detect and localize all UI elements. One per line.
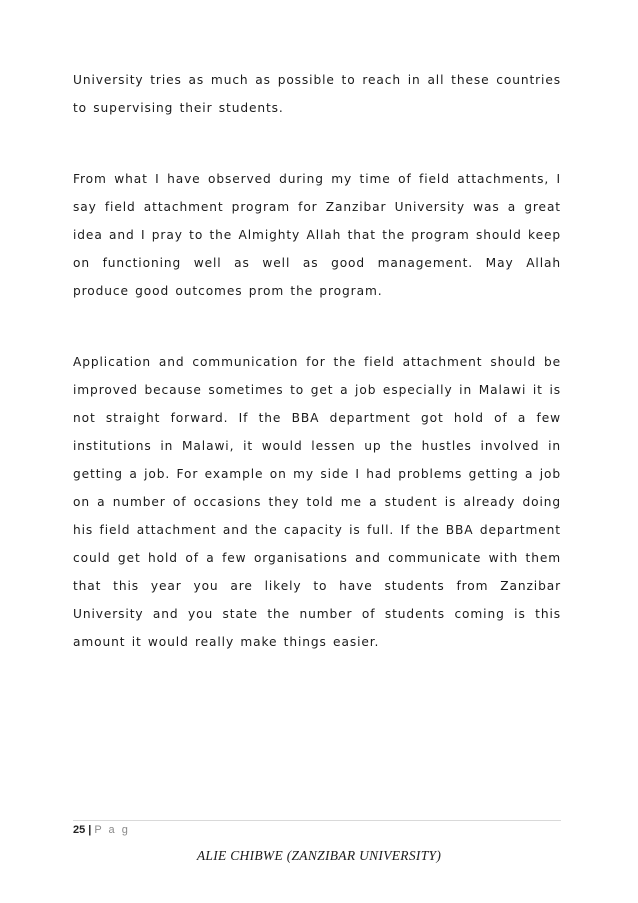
page-number-separator: | bbox=[88, 824, 92, 836]
footer-divider bbox=[73, 820, 561, 821]
page-label: P a g bbox=[94, 824, 130, 836]
paragraph-3: Application and communication for the field attachment should be improved because sometimes to get a job especially in Malawi it is not straight forward. If the BBA department got hold of a few institutions in Malawi, it would lessen up the hustles involved in getting a job. For example on my side I had problems getting a job on a number of occasions they told me a student is already doing his field attachment and the capacity is full. If the BBA department could get hold of a few organisations and communicate with them that this year you are likely to have students from Zanzibar University and you state the number of students coming is this amount it would really make things easier. bbox=[73, 355, 561, 649]
page-number: 25 bbox=[73, 824, 86, 836]
document-body bbox=[73, 66, 561, 656]
paragraph-1: University tries as much as possible to reach in all these countries to supervising their students. bbox=[73, 73, 561, 115]
footer-author: ALIE CHIBWE (ZANZIBAR UNIVERSITY) bbox=[196, 848, 442, 863]
page-number-footer bbox=[73, 824, 130, 836]
paragraph-2: From what I have observed during my time of field attachments, I say field attachment program for Zanzibar University was a great idea and I pray to the Almighty Allah that the program should keep on functioning well as well as good management. May Allah produce good outcomes prom the program. bbox=[73, 172, 561, 298]
